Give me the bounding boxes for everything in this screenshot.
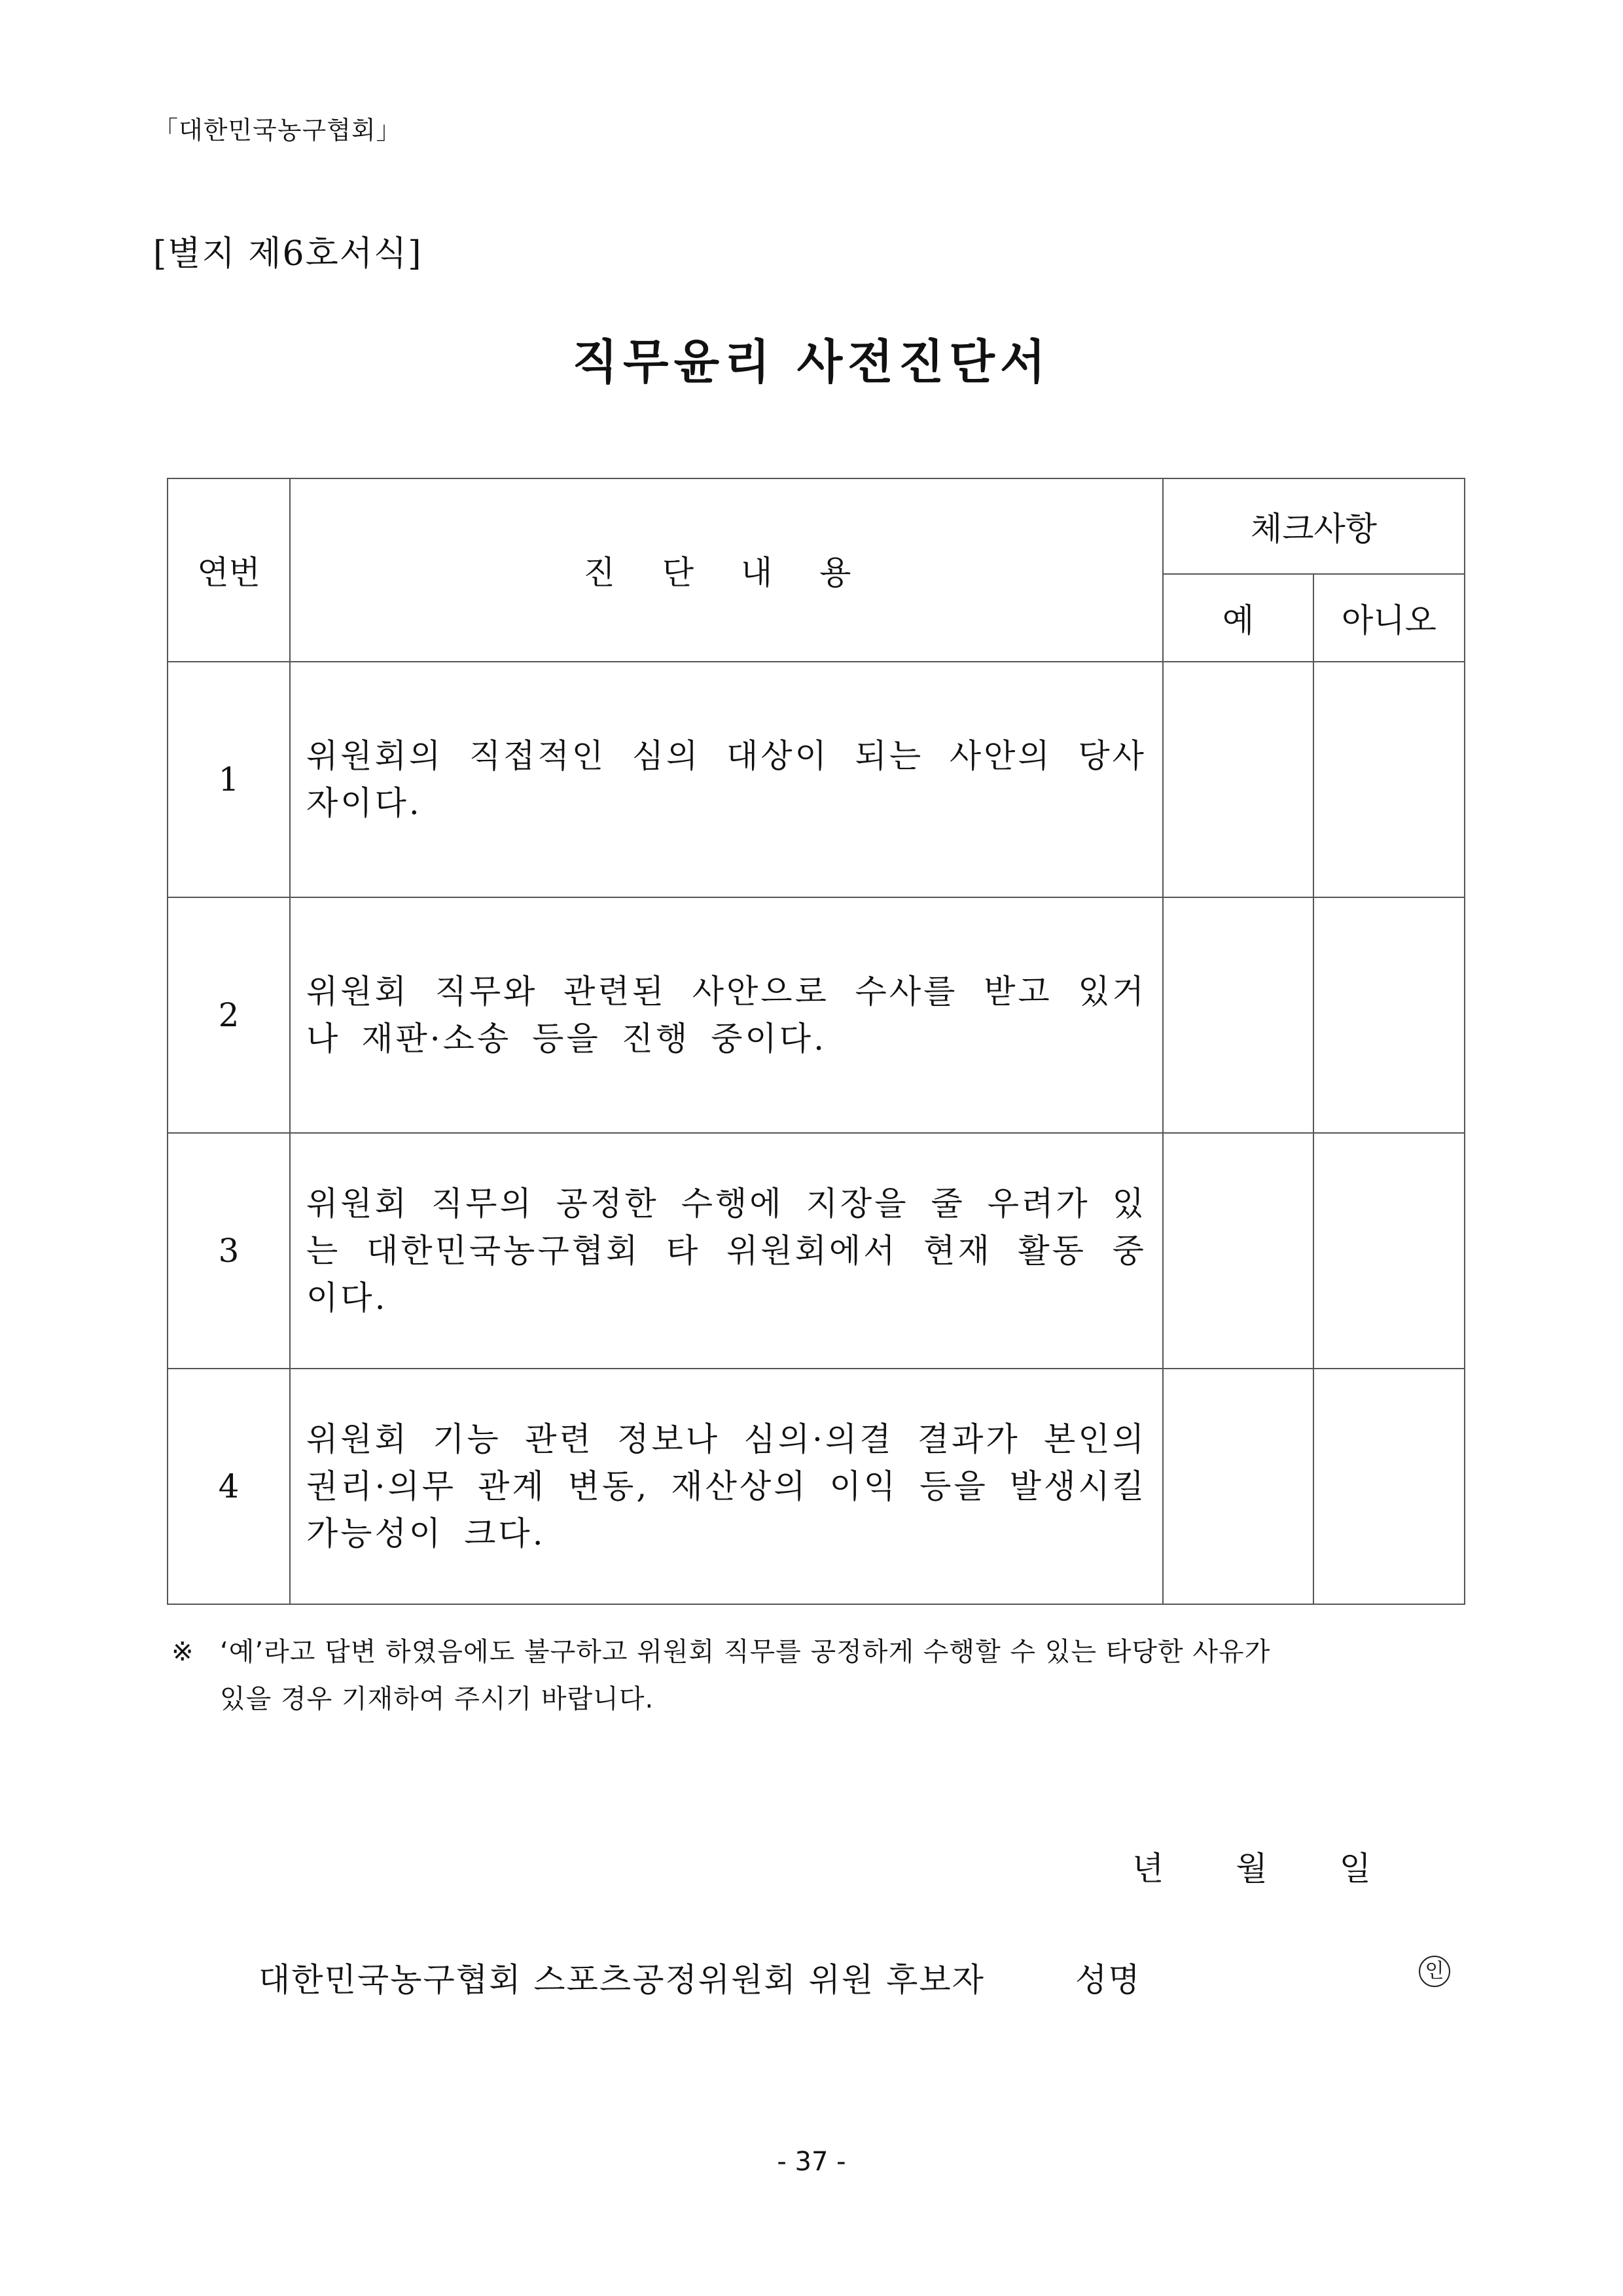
note-line-1 bbox=[171, 1628, 1474, 1676]
note bbox=[171, 1628, 1474, 1723]
note-text-1: ‘예’라고 답변 하였음에도 불구하고 위원회 직무를 공정하게 수행할 수 있는 타당한 사유가 bbox=[220, 1637, 1271, 1667]
row-content: 위원회 직무와 관련된 사안으로 수사를 받고 있거나 재판·소송 등을 진행 중이다. bbox=[290, 897, 1163, 1133]
row-content: 위원회의 직접적인 심의 대상이 되는 사안의 당사자이다. bbox=[290, 662, 1163, 897]
no-check-cell[interactable] bbox=[1313, 897, 1465, 1133]
row-content: 위원회 직무의 공정한 수행에 지장을 줄 우려가 있는 대한민국농구협회 타 위원회에서 현재 활동 중이다. bbox=[290, 1133, 1163, 1369]
table-row bbox=[168, 897, 1465, 1133]
header-number: 연번 bbox=[168, 478, 290, 662]
table-row bbox=[168, 1133, 1465, 1369]
date-line bbox=[1132, 1842, 1371, 1890]
header-content bbox=[290, 478, 1163, 662]
row-number: 4 bbox=[168, 1369, 290, 1604]
yes-check-cell[interactable] bbox=[1163, 662, 1313, 897]
note-line-2: 있을 경우 기재하여 주시기 바랍니다. bbox=[220, 1684, 654, 1714]
no-check-cell[interactable] bbox=[1313, 1369, 1465, 1604]
header-check: 체크사항 bbox=[1163, 478, 1465, 574]
table-row bbox=[168, 662, 1465, 897]
page-number: - 37 - bbox=[777, 2147, 846, 2177]
name-label: 성명 bbox=[1075, 1961, 1141, 1999]
form-label: [별지 제6호서식] bbox=[153, 234, 423, 274]
header-no: 아니오 bbox=[1313, 574, 1465, 662]
date-month: 월 bbox=[1236, 1850, 1268, 1888]
note-mark: ※ bbox=[171, 1637, 194, 1667]
date-day: 일 bbox=[1339, 1850, 1371, 1888]
seal-mark: 인 bbox=[1419, 1956, 1450, 1987]
no-check-cell[interactable] bbox=[1313, 662, 1465, 897]
header-yes: 예 bbox=[1163, 574, 1313, 662]
date-year: 년 bbox=[1132, 1850, 1164, 1888]
row-number: 1 bbox=[168, 662, 290, 897]
table-header-row bbox=[168, 478, 1465, 574]
no-check-cell[interactable] bbox=[1313, 1133, 1465, 1369]
yes-check-cell[interactable] bbox=[1163, 1369, 1313, 1604]
header-content-label: 진 단 내 용 bbox=[583, 554, 870, 592]
yes-check-cell[interactable] bbox=[1163, 897, 1313, 1133]
applicant-label: 대한민국농구협회 스포츠공정위원회 위원 후보자 bbox=[259, 1961, 985, 1999]
header-organization: 「대한민국농구협회」 bbox=[153, 116, 402, 145]
yes-check-cell[interactable] bbox=[1163, 1133, 1313, 1369]
diagnosis-table bbox=[167, 478, 1465, 1605]
row-content: 위원회 기능 관련 정보나 심의·의결 결과가 본인의 권리·의무 관계 변동, 재산상의 이익 등을 발생시킬 가능성이 크다. bbox=[290, 1369, 1163, 1604]
document-title: 직무윤리 사전진단서 bbox=[572, 334, 1051, 389]
table-row bbox=[168, 1369, 1465, 1604]
row-number: 3 bbox=[168, 1133, 290, 1369]
row-number: 2 bbox=[168, 897, 290, 1133]
